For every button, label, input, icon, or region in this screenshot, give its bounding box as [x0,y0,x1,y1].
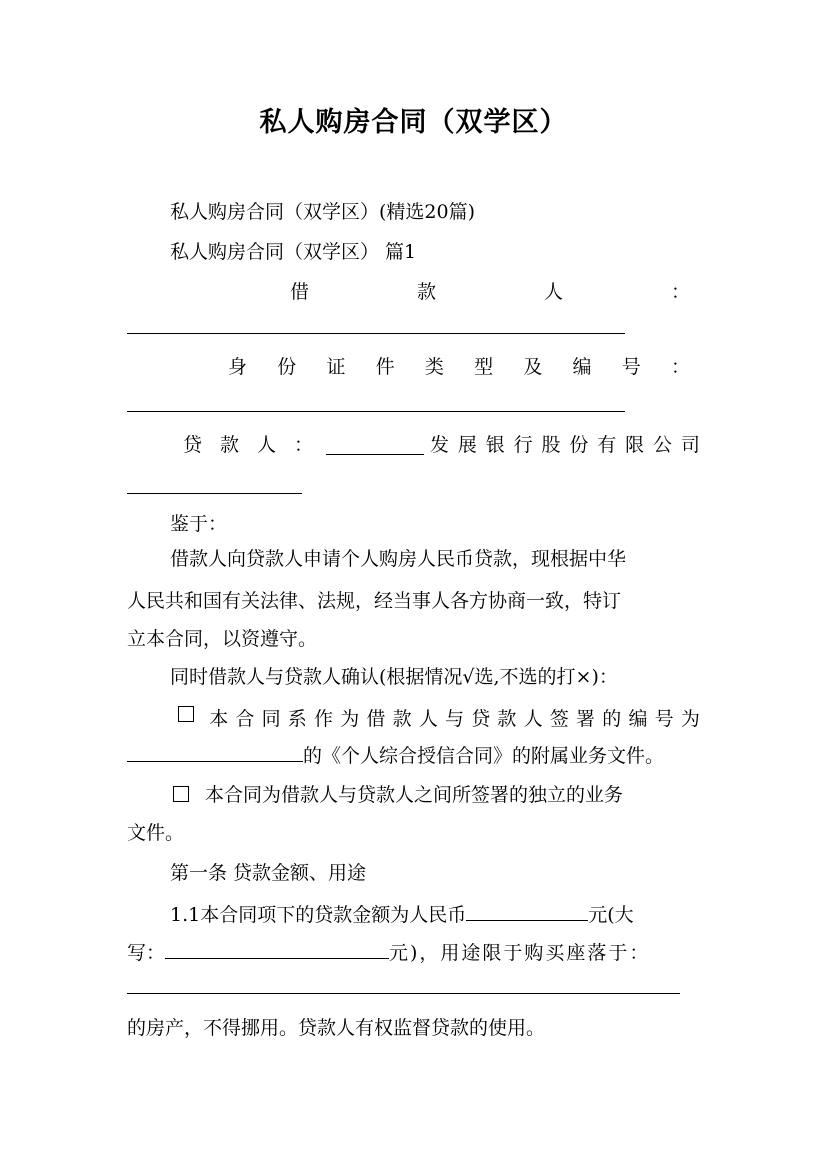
lender-branch-blank[interactable] [127,493,302,494]
loan-amount-blank[interactable] [466,900,588,921]
article-1-clause-line: 1.1本合同项下的贷款金额为人民币 元(大 [170,900,634,928]
article-1-clause-line-4: 的房产，不得挪用。贷款人有权监督贷款的使用。 [127,1017,546,1039]
section-heading: 私人购房合同（双学区） 篇1 [170,241,417,263]
checkbox-option-1[interactable] [178,706,194,722]
paragraph-line: 借款人向贷款人申请个人购房人民币贷款，现根据中华 [170,548,627,570]
paragraph-line: 立本合同，以资遵守。 [127,628,318,650]
borrower-label: 借 款 人 ： [290,281,690,303]
document-title: 私人购房合同（双学区） [259,107,568,138]
id-type-number-label: 身 份 证 件 类 型 及 编 号 ： [228,356,690,378]
lender-name-blank[interactable] [326,454,424,455]
paragraph-line: 人民共和国有关法律、法规，经当事人各方协商一致，特订 [127,590,622,612]
whereas-label: 鉴于： [170,513,228,535]
option-2-line: 本合同为借款人与贷款人之间所签署的独立的业务 [173,782,623,808]
option-1-line-2: 的《个人综合授信合同》的附属业务文件。 [127,741,664,769]
property-address-blank[interactable] [127,993,680,994]
checkbox-option-2[interactable] [173,786,189,802]
id-number-blank[interactable] [127,411,625,412]
article-1-clause-line-2: 写： 元)，用途限于购买座落于： [127,938,650,966]
article-1-heading: 第一条 贷款金额、用途 [170,862,367,884]
document-subtitle: 私人购房合同（双学区）(精选20篇) [170,201,476,223]
option-1-line: 本 合 同 系 作 为 借 款 人 与 贷 款 人 签 署 的 编 号 为 [178,706,700,732]
lender-label: 贷 款 人 ： [183,434,313,456]
option-2-line-2: 文件。 [127,822,185,844]
lender-bank-name: 发 展 银 行 股 份 有 限 公 司 [430,434,700,456]
loan-amount-words-blank[interactable] [165,938,389,959]
contract-number-blank[interactable] [127,741,303,762]
confirm-line: 同时借款人与贷款人确认(根据情况√选,不选的打×)： [170,666,618,688]
borrower-blank[interactable] [127,333,625,334]
